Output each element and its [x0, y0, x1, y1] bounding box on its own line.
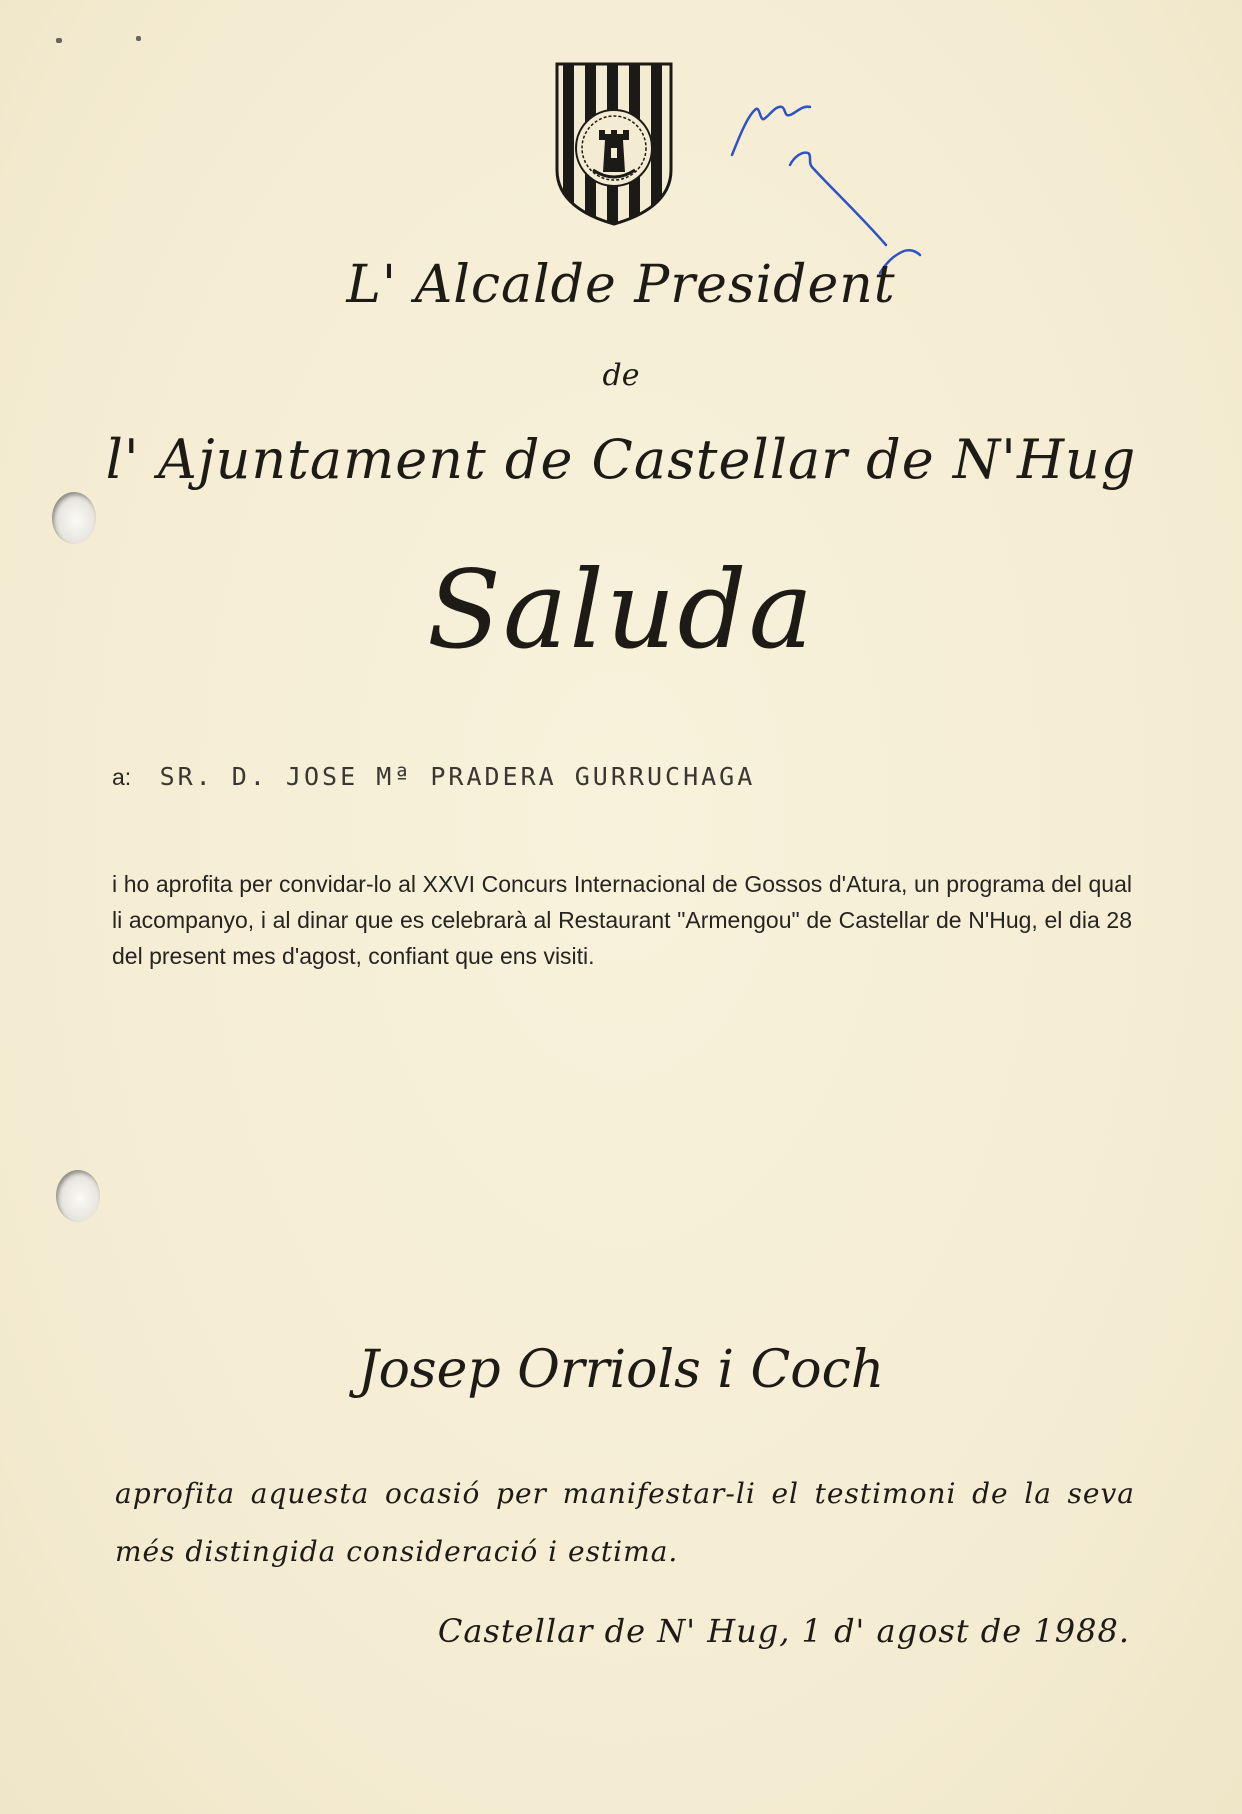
- title-alcalde-president: L' Alcalde President: [346, 255, 896, 315]
- paper-speck: [56, 38, 62, 43]
- paper-speck: [136, 36, 141, 41]
- place-date-line: Castellar de N' Hug, 1 d' agost de 1988.: [437, 1612, 1130, 1650]
- title-de: de: [602, 358, 640, 393]
- signatory-name: Josep Orriols i Coch: [357, 1340, 885, 1400]
- punch-hole-bottom: [56, 1170, 100, 1222]
- closing-line-1: aprofita aquesta ocasió per manifestar-li el testimoni de la seva: [115, 1477, 1135, 1510]
- addressee-name: SR. D. JOSE Mª PRADERA GURRUCHAGA: [159, 762, 756, 791]
- closing-line-2: més distingida consideració i estima.: [115, 1535, 679, 1568]
- addressee-line: [112, 762, 755, 791]
- title-ajuntament: l' Ajuntament de Castellar de N'Hug: [105, 428, 1137, 491]
- addressee-prefix: a:: [112, 764, 132, 790]
- saluda-heading: Saluda: [427, 548, 815, 673]
- municipal-coat-of-arms-icon: [553, 60, 675, 226]
- closing-text: [115, 1465, 1135, 1581]
- punch-hole-top: [52, 492, 96, 544]
- invitation-body: i ho aprofita per convidar-lo al XXVI Concurs Internacional de Gossos d'Atura, un programa del qual li acompanyo, i al dinar que es celebrarà al Restaurant "Armengou" de Castellar de N'Hug, el dia 28 del present mes d'agost, confiant que ens visiti.: [112, 871, 1132, 969]
